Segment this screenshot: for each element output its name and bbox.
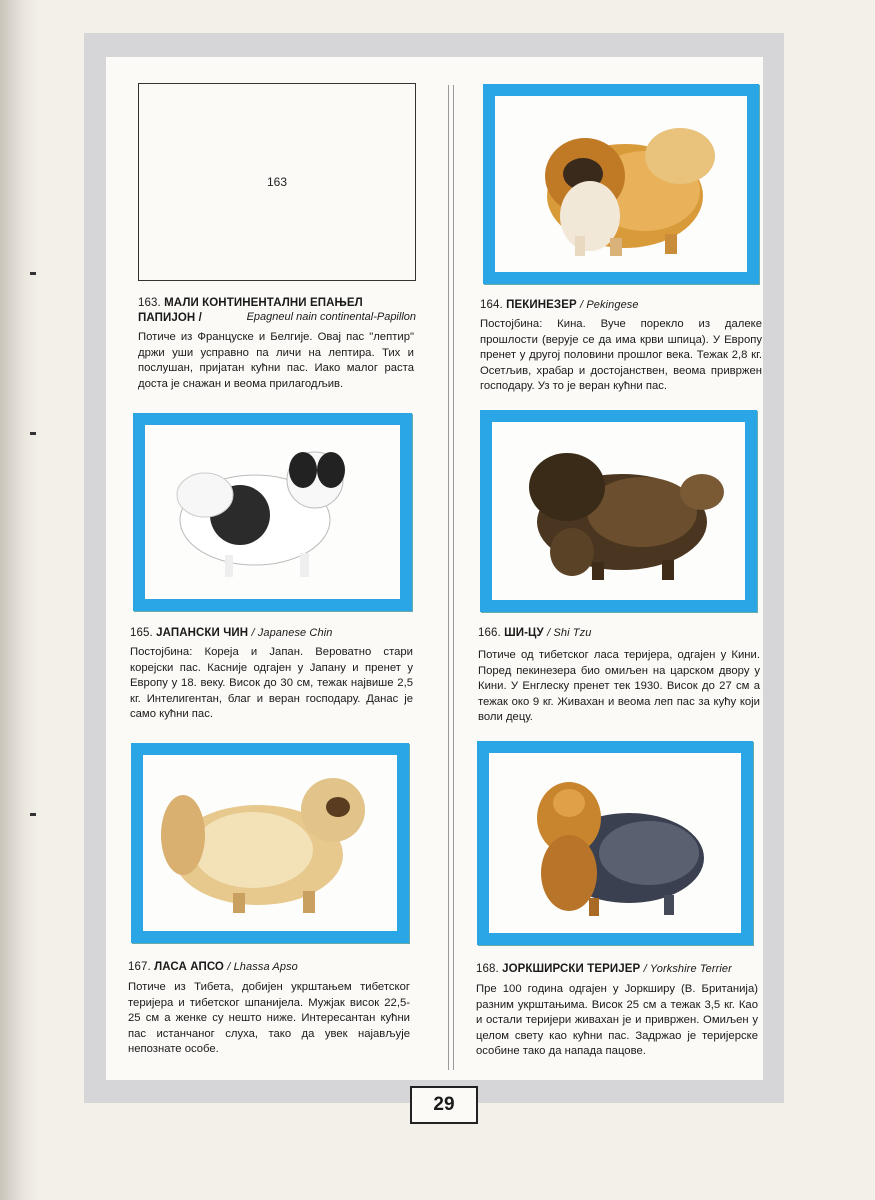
japanese-chin-drawing bbox=[145, 425, 400, 599]
binding-shadow bbox=[0, 0, 40, 1200]
staple-mark bbox=[30, 432, 36, 435]
japanese-chin-illustration bbox=[145, 425, 400, 599]
sticker-168 bbox=[477, 741, 753, 945]
entry-description-164: Постојбина: Кина. Вуче порекло из далеке прошлости (верује се да има крви шпица). У Европу пренет у другој половини прошлог века. Тежак 2,8 кг. Осетљив, храбар и достојанствен, веома привржен господару. Уз то је веран кућни пас. bbox=[480, 318, 762, 392]
entry-description-163: Потиче из Француске и Белгије. Овај пас "лептир" држи уши успрaвно па личи на лептира. Тих и послушан, пријатан кућни пас. Иако малог раста доста је снажан и веома прилагодљив. bbox=[138, 331, 414, 390]
staple-mark bbox=[30, 813, 36, 816]
sticker-164 bbox=[483, 84, 759, 284]
sticker-167 bbox=[131, 743, 409, 943]
entry-title-165: 165. ЈАПАНСКИ ЧИН / Japanese Chin bbox=[130, 627, 333, 639]
sticker-165 bbox=[133, 413, 412, 611]
shih-tzu-illustration bbox=[492, 422, 745, 600]
entry-description-166: Потиче од тибетског ласа теријера, одгајен у Кини. Поред пекинезера био омиљен на царском двору у Кини. У Енглеску пренет тек 1930. Висок до 27 см а тежак око 9 кг. Живахан и веома леп пас за кућу који воли децу. bbox=[478, 649, 760, 723]
column-divider bbox=[448, 85, 454, 1070]
entry-description-165: Постојбина: Кореја и Јапан. Вероватно стари корејски пас. Касније одгајен у Јапану и пренет у Европу у 18. веку. Висок до 30 см, тежак највише 2,5 кг. Интелигентан, благ и веран господару. Данас је само кућни пас. bbox=[130, 646, 413, 720]
entry-title-163: 163. МАЛИ КОНТИНЕНТАЛНИ ЕПАЊЕЛ ПАПИЈОН / bbox=[138, 297, 363, 324]
entry-title-164: 164. ПЕКИНЕЗЕР / Pekingese bbox=[480, 299, 639, 311]
shih-tzu-drawing bbox=[492, 422, 745, 600]
entry-title-166: 166. ШИ-ЦУ / Shi Tzu bbox=[478, 627, 592, 639]
lhasa-apso-drawing bbox=[143, 755, 397, 931]
sticker-166 bbox=[480, 410, 757, 612]
yorkshire-terrier-drawing bbox=[489, 753, 741, 933]
pekingese-drawing bbox=[495, 96, 747, 272]
page-number: 29 bbox=[410, 1086, 478, 1124]
entry-title-167: 167. ЛАСА АПСО / Lhassa Apso bbox=[128, 961, 298, 973]
entry-description-167: Потиче из Тибета, добијен укрштањем тибетског теријера и тибетског шпанијела. Мужјак висок 22,5-25 см а женке су нешто ниже. Интересантан кућни пас истанчаног слуха, тако да увек најављује непознате особе. bbox=[128, 981, 410, 1055]
sticker-placeholder-163[interactable] bbox=[138, 83, 416, 281]
lhasa-apso-illustration bbox=[143, 755, 397, 931]
entry-title-168: 168. ЈОРКШИРСКИ ТЕРИЈЕР / Yorkshire Terrier bbox=[476, 963, 732, 975]
yorkshire-terrier-illustration bbox=[489, 753, 741, 933]
entry-latin-163: Epagneul nain continental-Papillon bbox=[246, 311, 416, 323]
placeholder-label: 163 bbox=[266, 175, 288, 189]
pekingese-illustration bbox=[495, 96, 747, 272]
staple-mark bbox=[30, 272, 36, 275]
entry-description-168: Пре 100 година одгајен у Јоркширу (В. Британија) разним укрштањима. Висок 25 см а тежак 3,5 кг. Као и остали теријери живахан је и привржен. Омиљен у целом свету као кућни пас. Задржао је теријерске особине тако да напада пацове. bbox=[476, 983, 758, 1057]
